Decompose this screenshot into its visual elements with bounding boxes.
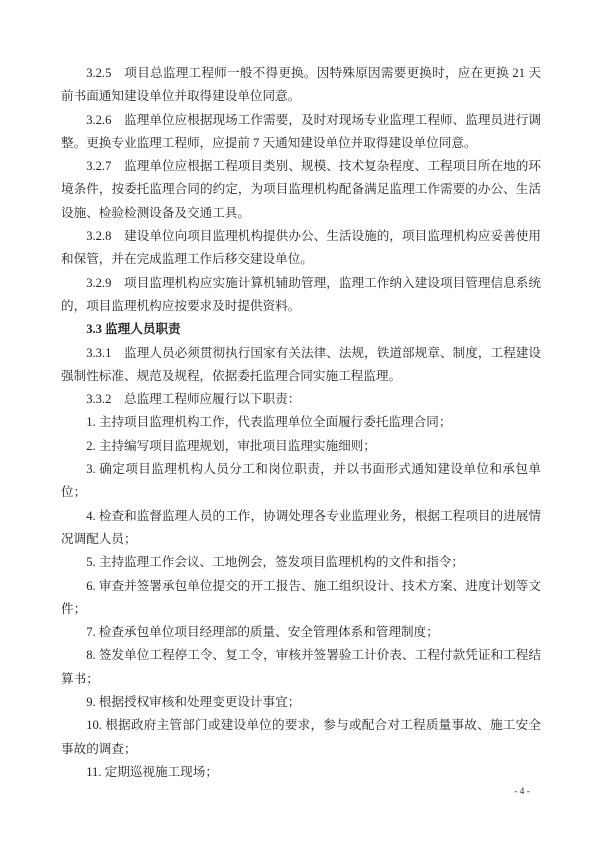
paragraph: 3.2.6 监理单位应根据现场工作需要，及时对现场专业监理工程师、监理员进行调整。更换专业监理工程师，应提前 7 天通知建设单位并取得建设单位同意。 xyxy=(61,112,541,150)
paragraph: 2. 主持编写项目监理规划，审批项目监理实施细则； xyxy=(86,438,376,453)
paragraph: 3.2.8 建设单位向项目监理机构提供办公、生活设施的，项目监理机构应妥善使用和保管，并在完成监理工作后移交建设单位。 xyxy=(61,229,541,267)
paragraph: 3.2.5 项目总监理工程师一般不得更换。因特殊原因需要更换时，应在更换 21 天前书面通知建设单位并取得建设单位同意。 xyxy=(61,66,541,104)
paragraph: 4. 检查和监督监理人员的工作，协调处理各专业监理业务，根据工程项目的进展情况调配人员； xyxy=(61,508,541,546)
paragraph: 6. 审查并签署承包单位提交的开工报告、施工组织设计、技术方案、进度计划等文件； xyxy=(61,578,541,616)
paragraph: 3. 确定项目监理机构人员分工和岗位职责，并以书面形式通知建设单位和承包单位； xyxy=(61,462,541,500)
paragraph: 7. 检查承包单位项目经理部的质量、安全管理体系和管理制度； xyxy=(86,625,439,640)
section-heading: 3.3 监理人员职责 xyxy=(86,322,181,337)
paragraph: 3.2.7 监理单位应根据工程项目类别、规模、技术复杂程度、工程项目所在地的环境条件，按委托监理合同的约定，为项目监理机构配备满足监理工作需要的办公、生活设施、检验检测设备及交通工具。 xyxy=(61,159,541,220)
paragraph: 1. 主持项目监理机构工作，代表监理单位全面履行委托监理合同； xyxy=(86,415,452,430)
paragraph: 10. 根据政府主管部门或建设单位的要求，参与或配合对工程质量事故、施工安全事故的调查； xyxy=(61,718,541,756)
paragraph: 5. 主持监理工作会议、工地例会，签发项目监理机构的文件和指令； xyxy=(86,555,464,570)
document-body xyxy=(61,62,541,784)
paragraph: 3.3.1 监理人员必须贯彻执行国家有关法律、法规，铁道部规章、制度，工程建设强制性标准、规范及规程，依据委托监理合同实施工程监理。 xyxy=(61,345,541,383)
paragraph: 3.2.9 项目监理机构应实施计算机辅助管理，监理工作纳入建设项目管理信息系统的，项目监理机构应按要求及时提供资料。 xyxy=(61,275,541,313)
paragraph: 8. 签发单位工程停工令、复工令，审核并签署验工计价表、工程付款凭证和工程结算书； xyxy=(61,648,541,686)
paragraph: 3.3.2 总监理工程师应履行以下职责： xyxy=(86,392,301,407)
paragraph: 9. 根据授权审核和处理变更设计事宜； xyxy=(86,695,301,710)
paragraph: 11. 定期巡视施工现场； xyxy=(86,764,218,779)
page-number: - 4 - xyxy=(514,787,530,797)
